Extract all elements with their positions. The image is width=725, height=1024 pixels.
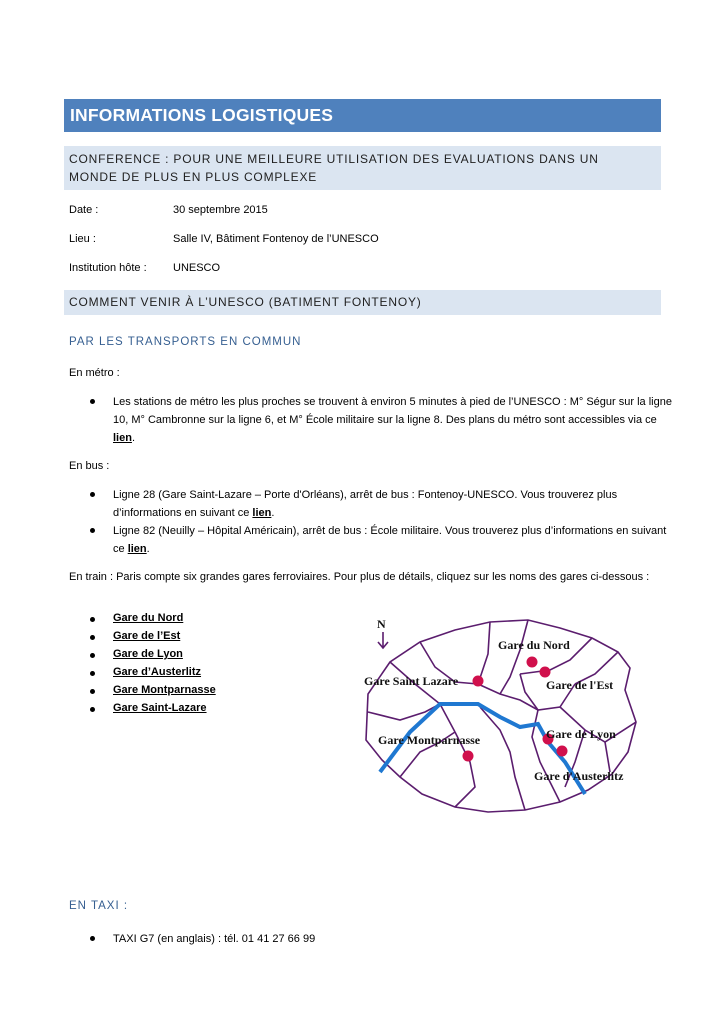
conference-banner xyxy=(64,146,661,190)
gare-nord-link[interactable]: Gare du Nord xyxy=(113,612,184,624)
bullet-icon xyxy=(90,492,95,497)
map-label-montparnasse: Gare Montparnasse xyxy=(378,733,481,747)
gare-nord-marker xyxy=(527,657,538,668)
gare-est-marker xyxy=(540,667,551,678)
north-label: N xyxy=(377,617,386,631)
metro-label: En métro : xyxy=(69,367,120,379)
train-text: En train : Paris compte six grandes gares ferroviaires. Pour plus de détails, cliquez sur les noms des gares ci-dessous : xyxy=(69,571,650,583)
taxi-heading: EN TAXI : xyxy=(69,900,129,912)
venir-banner xyxy=(64,290,661,315)
bus-item: Ligne 82 (Neuilly – Hôpital Américain), arrêt de bus : École militaire. Vous trouverez plus d’informations en suivant ce lien. xyxy=(113,525,667,555)
gare-est-link[interactable]: Gare de l’Est xyxy=(113,630,181,642)
conference-title: CONFERENCE : POUR UNE MEILLEURE UTILISATION DES EVALUATIONS DANS UN MONDE DE PLUS EN PLUS COMPLEXE xyxy=(69,152,599,184)
lieu-label: Lieu : xyxy=(69,233,96,245)
institution-label: Institution hôte : xyxy=(69,262,147,274)
venir-heading: COMMENT VENIR À L’UNESCO (BATIMENT FONTENOY) xyxy=(69,295,422,309)
bus-label: En bus : xyxy=(69,460,110,472)
institution-value: UNESCO xyxy=(173,262,221,274)
bullet-icon xyxy=(90,689,95,694)
metro-text: Les stations de métro les plus proches se trouvent à environ 5 minutes à pied de l’UNESCO : M° Ségur sur la ligne 10, M° Cambronne sur la ligne 6, et M° École militaire sur la ligne 8. Des plans du métro sont accessibles via ce xyxy=(113,396,672,426)
metro-link[interactable]: lien xyxy=(113,432,132,444)
map-label-est: Gare de l'Est xyxy=(546,678,614,692)
map-label-nord: Gare du Nord xyxy=(498,638,570,652)
bullet-icon xyxy=(90,707,95,712)
north-arrow-icon xyxy=(378,632,388,648)
bullet-icon xyxy=(90,617,95,622)
bus-item: Ligne 28 (Gare Saint-Lazare – Porte d'Orléans), arrêt de bus : Fontenoy-UNESCO. Vous trouverez plus d’informations en suivant ce lien. xyxy=(113,489,618,519)
transports-heading: PAR LES TRANSPORTS EN COMMUN xyxy=(69,336,302,348)
district-line xyxy=(478,622,490,684)
map-label-saint-lazare: Gare Saint Lazare xyxy=(364,674,459,688)
metro-item: Les stations de métro les plus proches se trouvent à environ 5 minutes à pied de l’UNESCO : M° Ségur sur la ligne 10, M° Cambronne sur la ligne 6, et M° École militaire sur la ligne 8. Des plans du métro sont accessibles via ce lien. xyxy=(113,396,672,444)
bullet-icon xyxy=(90,936,95,941)
taxi-text: TAXI G7 (en anglais) : tél. 01 41 27 66 99 xyxy=(113,933,316,945)
map-label-austerlitz: Gare d'Austerlitz xyxy=(534,769,624,783)
bullet-icon xyxy=(90,671,95,676)
title-banner xyxy=(64,99,661,132)
page-title: INFORMATIONS LOGISTIQUES xyxy=(70,105,334,125)
gare-montparnasse-marker xyxy=(463,751,474,762)
gare-saint-lazare-link[interactable]: Gare Saint-Lazare xyxy=(113,702,207,714)
paris-stations-map xyxy=(360,612,640,827)
gare-austerlitz-marker xyxy=(557,746,568,757)
map-label-lyon: Gare de Lyon xyxy=(546,727,616,741)
bullet-icon xyxy=(90,399,95,404)
gare-austerlitz-link[interactable]: Gare d’Austerlitz xyxy=(113,666,202,678)
district-line xyxy=(500,620,528,694)
district-line xyxy=(480,707,525,810)
bus-82-link[interactable]: lien xyxy=(127,543,147,555)
gare-montparnasse-link[interactable]: Gare Montparnasse xyxy=(113,684,216,696)
gare-saint-lazare-marker xyxy=(473,676,484,687)
gare-lyon-link[interactable]: Gare de Lyon xyxy=(113,648,183,660)
lieu-value: Salle IV, Bâtiment Fontenoy de l’UNESCO xyxy=(173,233,379,245)
bullet-icon xyxy=(90,635,95,640)
bullet-icon xyxy=(90,528,95,533)
date-label: Date : xyxy=(69,204,99,216)
bus-28-link[interactable]: lien xyxy=(252,507,272,519)
bullet-icon xyxy=(90,653,95,658)
district-line xyxy=(605,742,610,772)
date-value: 30 septembre 2015 xyxy=(173,204,268,216)
